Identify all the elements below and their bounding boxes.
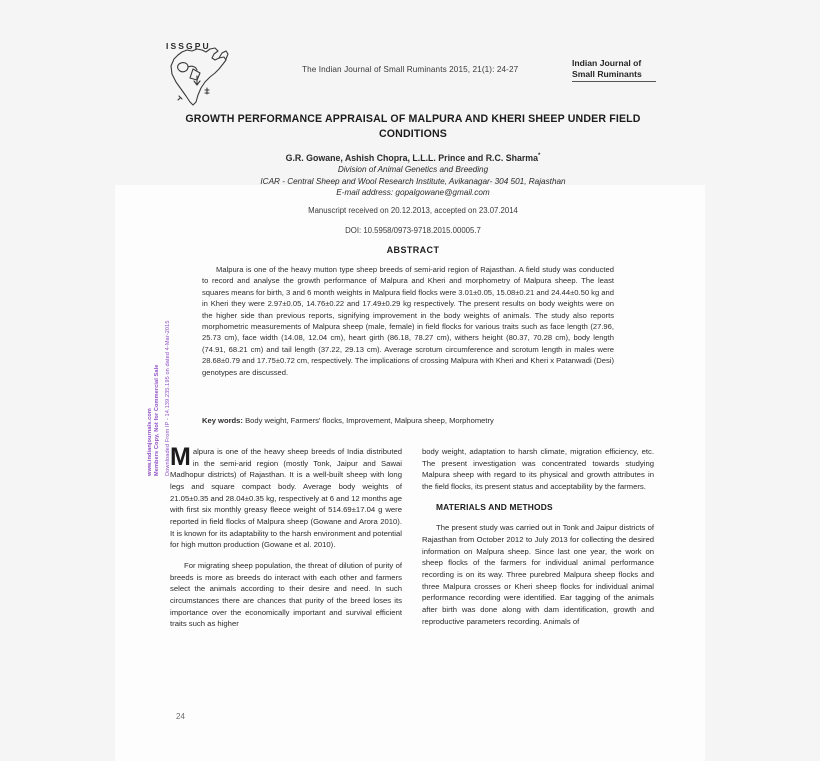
article-title: GROWTH PERFORMANCE APPRAISAL OF MALPURA AND KHERI SHEEP UNDER FIELD CONDITIONS [185, 113, 641, 140]
watermark-download-info: Downloaded From IP - 14.139.235.195 on dated 4-Mar-2015 [165, 320, 171, 476]
body-column-left [170, 443, 402, 639]
page-masthead [0, 0, 820, 108]
abstract-heading: ABSTRACT [386, 245, 440, 255]
svg-text:ISSGPU: ISSGPU [166, 41, 211, 51]
manuscript-dates: Manuscript received on 20.12.2013, accepted on 23.07.2014 [308, 206, 518, 215]
author-list [178, 150, 648, 164]
author-footnote-marker: * [538, 153, 541, 159]
section-heading-materials-and-methods: MATERIALS AND METHODS [436, 501, 553, 512]
title-block [178, 112, 648, 141]
keywords-line [202, 415, 614, 426]
margin-watermark [138, 288, 172, 478]
india-map-outline-icon [157, 36, 235, 108]
affiliation-line-1: Division of Animal Genetics and Breeding [337, 164, 489, 174]
keywords-label: Key words: [202, 416, 243, 425]
nameplate-line-1: Indian Journal of [572, 58, 642, 68]
intro-paragraph-1 [170, 443, 402, 551]
page-number: 24 [176, 712, 185, 721]
abstract-body [202, 264, 614, 378]
body-columns [170, 443, 654, 708]
intro-paragraph-1-text: alpura is one of the heavy sheep breeds of India distributed in the semi-arid region (mostly Tonk, Jaipur and Sawai Madhopur districts) of Rajasthan. It is a well-built sheep with long legs and square compact body. Average body weights of 21.05±0.35 and 28.04±0.35 kg, respectively at 6 and 12 months age with first six monthly greasy fleece weight of 514.69±17.04 g were reported in field flocks of Malpura sheep (Gowane and Arora 2010). It is known for its adaptability to the harsh environment and potential for high mutton production (Gowane et al. 2010). [170, 447, 402, 550]
doi-line: DOI: 10.5958/0973-9718.2015.00005.7 [345, 226, 481, 235]
affiliation-line-2: ICAR - Central Sheep and Wool Research Institute, Avikanagar- 304 501, Rajasthan [260, 176, 566, 186]
keywords-value: Body weight, Farmers' flocks, Improvement, Malpura sheep, Morphometry [245, 416, 494, 425]
corresponding-email: E-mail address: gopalgowane@gmail.com [336, 188, 490, 198]
intro-paragraph-3: body weight, adaptation to harsh climate, migration efficiency, etc. The present investigation was concentrated towards studying Malpura sheep with regard to its physical and growth attributes in the field flocks, its present status and acceptability by the farmers. [422, 447, 654, 491]
author-names: G.R. Gowane, Ashish Chopra, L.L.L. Prince and R.C. Sharma [285, 152, 539, 163]
abstract-paragraph: Malpura is one of the heavy mutton type sheep breeds of semi-arid region of Rajasthan. A field study was conducted to record and analyse the growth performance of Malpura and Kheri and morphometry of Malpura sheep. The least squares means for birth, 3 and 6 month weights in Malpura field flocks were 3.01±0.05, 15.08±0.21 and 24.44±0.50 kg and in Kheri they were 2.97±0.05, 14.76±0.22 and 17.49±0.29 kg respectively. The present results on body weights were on the higher side than previous reports, signifying improvement in the body weights of animals. The study also reports morphometric measurements of Malpura sheep (male, female) in field flocks for various traits such as face length (27.96, 25.73 cm), face width (14.08, 12.04 cm), heart girth (86.18, 78.27 cm), withers height (80.37, 70.28 cm), body length (74.91, 68.21 cm) and tail length (37.22, 29.13 cm). Average scrotum circumference and scrotum length in males were 28.68±0.79 and 17.75±0.72 cm, respectively. The implications of crossing Malpura with Kheri and Kheri x Patanwadi (Desi) genotypes are discussed. [202, 265, 614, 377]
intro-paragraph-2: For migrating sheep population, the threat of dilution of purity of breeds is more as breeds do interact with each other and farmers select the animals according to their desire and need. In such circumstances there are chances that purity of the breed loses its importance over the economically important and survival efficient traits such as higher [170, 560, 402, 629]
header-citation: The Indian Journal of Small Ruminants 2015, 21(1): 24-27 [302, 65, 519, 74]
body-column-right [422, 446, 654, 636]
journal-nameplate [572, 58, 656, 82]
methods-paragraph-1: The present study was carried out in Tonk and Jaipur districts of Rajasthan from October 2012 to July 2013 for collecting the desired information on Malpura sheep. Since last one year, the work on sheep flocks of the farmers for individual animal performance recording is on its way. Three purebred Malpura sheep flocks and three Malpura crosses or Kheri sheep flocks for individual animal performance recording were identified. Ear tagging of the animals after birth was done along with dam identification, growth and reproductive parameters recording. Animals of [422, 523, 654, 626]
drop-cap: M [170, 443, 191, 471]
author-block [178, 150, 648, 199]
watermark-site-url: www.indianjournals.com [147, 408, 153, 476]
nameplate-line-2: Small Ruminants [572, 69, 642, 79]
watermark-copy-notice: Members Copy, Not for Commercial Sale [154, 364, 160, 476]
